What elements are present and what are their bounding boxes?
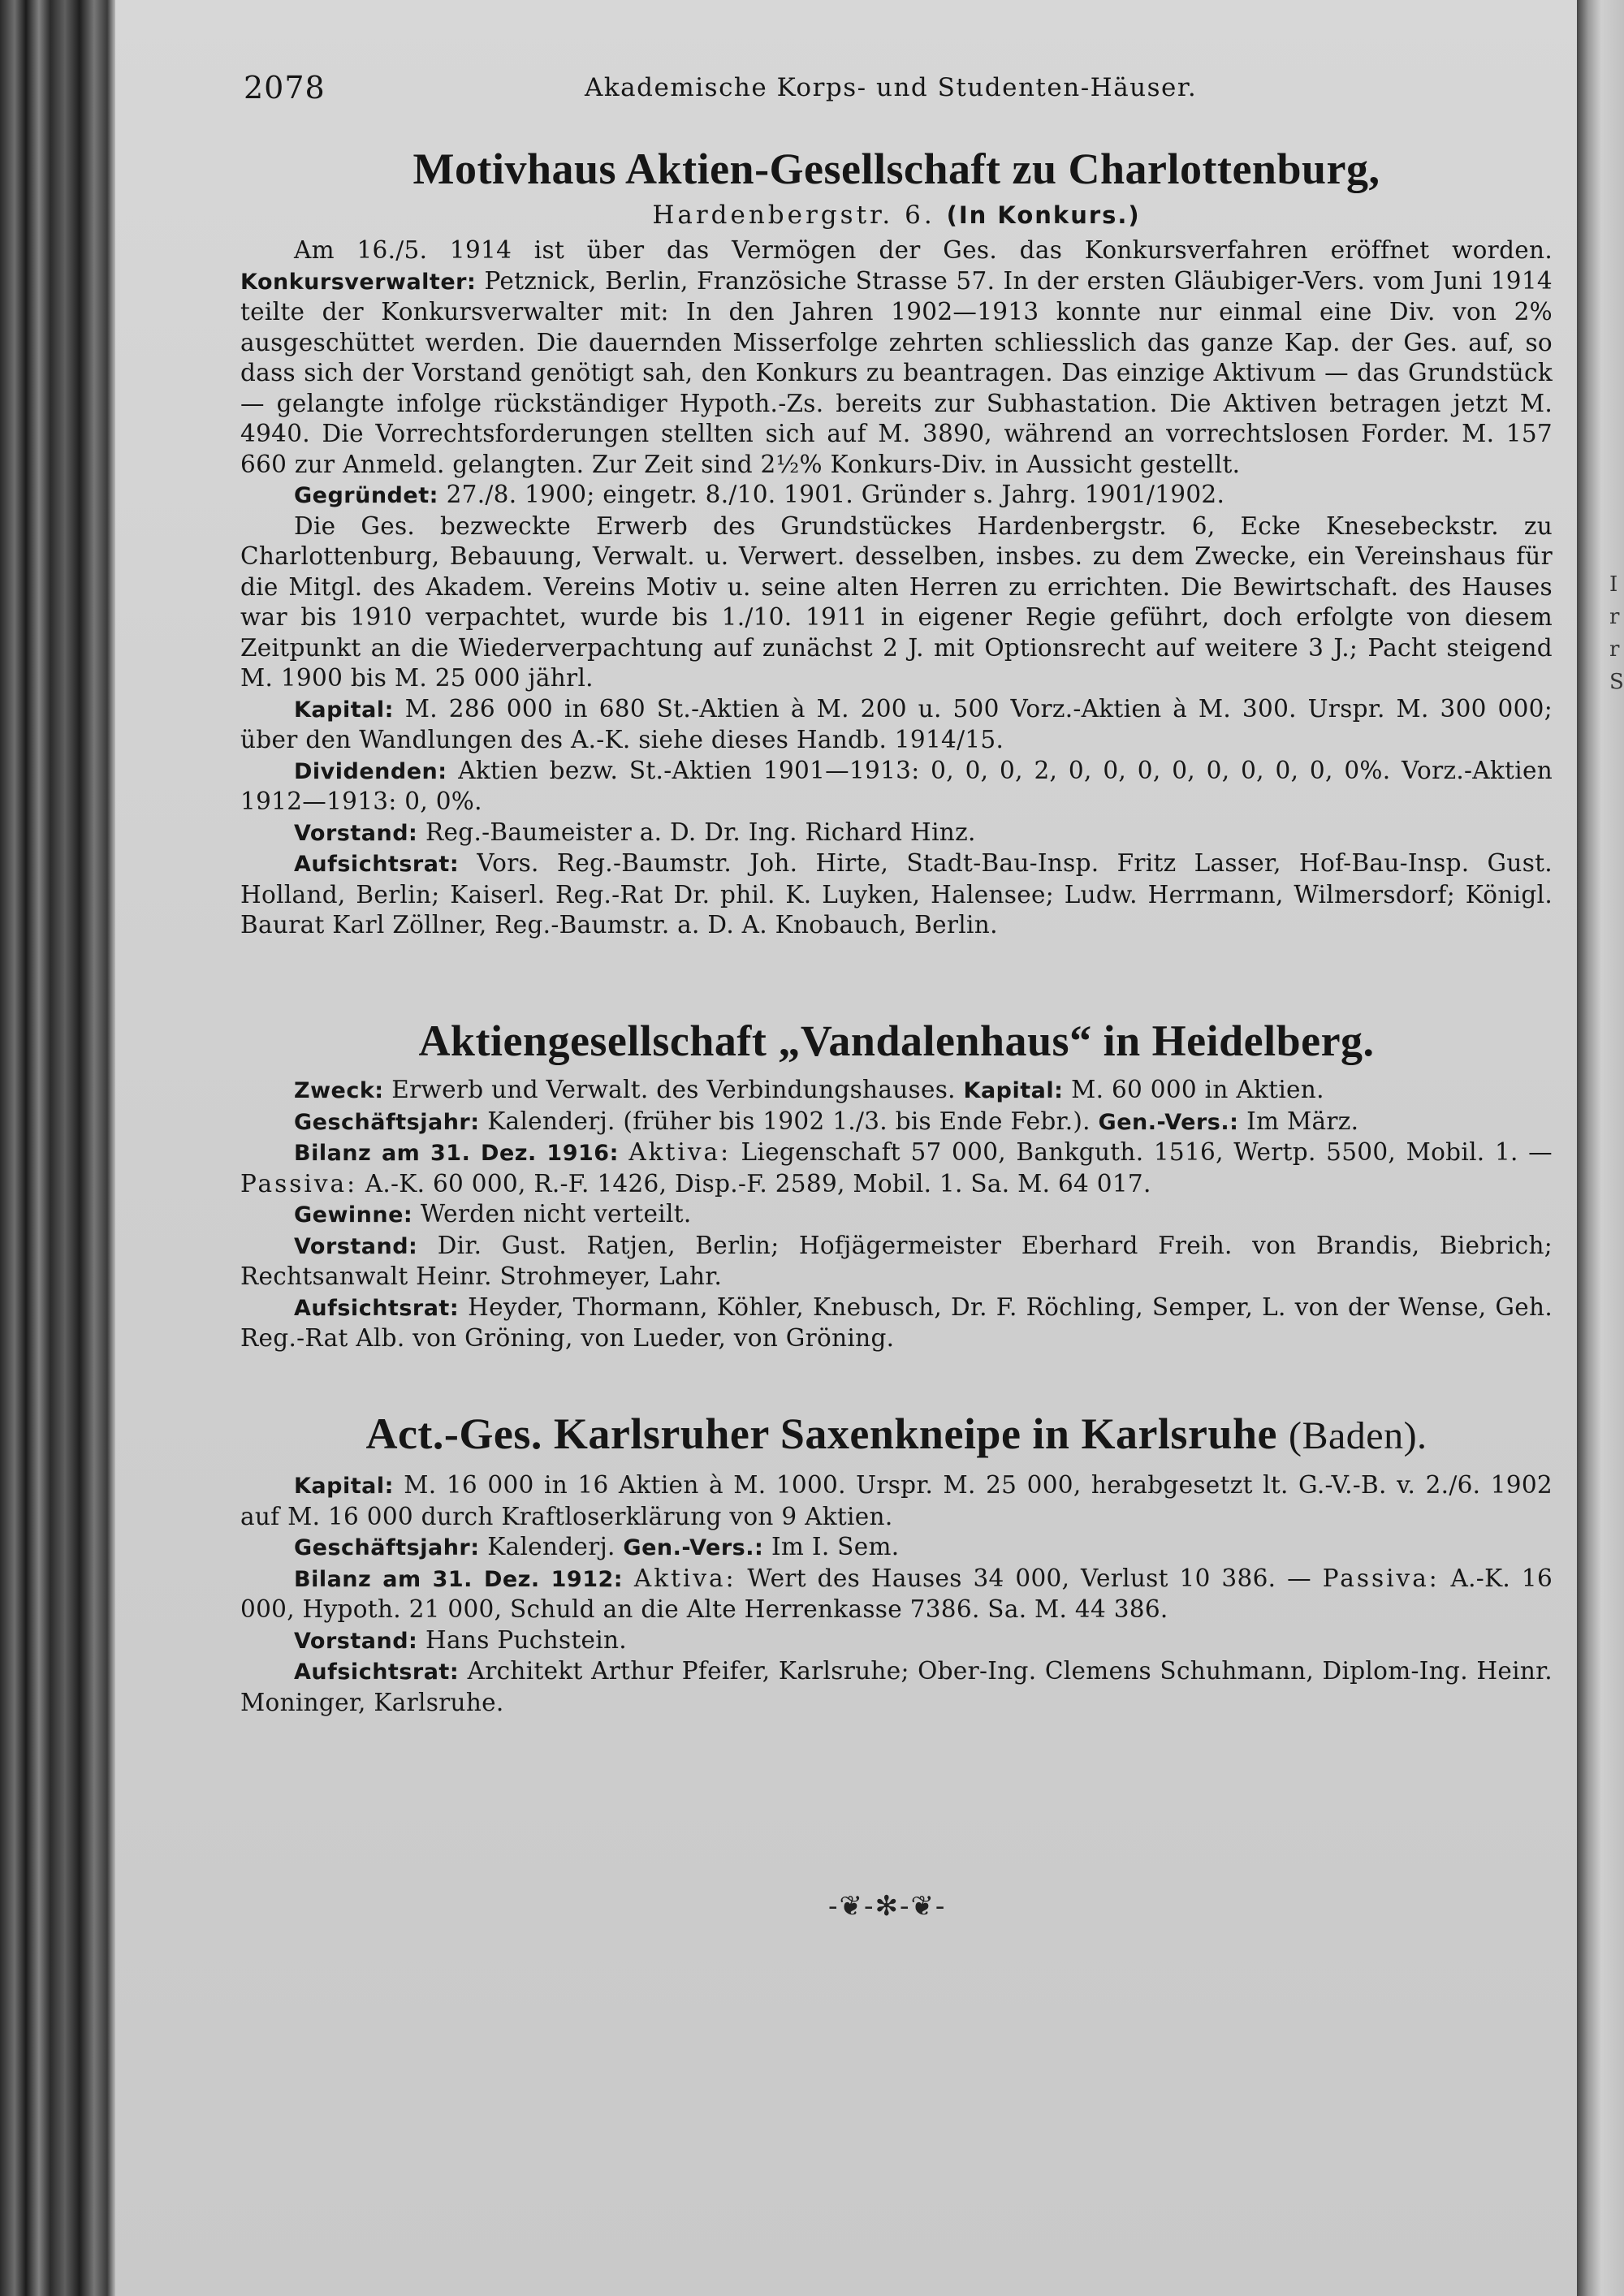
field-label: Bilanz am 31. Dez. 1912: — [294, 1566, 624, 1592]
field-label: Geschäftsjahr: — [294, 1535, 480, 1560]
entry-saxenkneipe — [240, 1405, 1553, 1718]
field-value: M. 60 000 in Aktien. — [1071, 1076, 1324, 1103]
vorstand-paragraph — [240, 1625, 1553, 1657]
field-value: Im I. Sem. — [771, 1533, 900, 1560]
field-value: M. 286 000 in 680 St.-Aktien à M. 200 u. 500 Vorz.-Aktien à M. 300. Urspr. M. 300 000; über den Wandlungen des A.-K. siehe dieses Handb. 1914/15. — [240, 694, 1553, 753]
zweck-paragraph: Die Ges. bezweckte Erwerb des Grundstückes Hardenbergstr. 6, Ecke Knesebeckstr. zu Charlottenburg, Bebauung, Verwalt. u. Verwert. desselben, insbes. zu dem Zwecke, ein Vereinshaus für die Mitgl. des Akadem. Vereins Motiv u. seine alten Herren zu errichten. Die Bewirtschaft. des Hauses war bis 1910 verpachtet, wurde bis 1./10. 1911 in eigener Regie geführt, doch erfolgte von diesem Zeitpunkt an die Wiederverpachtung auf zunächst 2 J. mit Optionsrecht auf weitere 3 J.; Pacht steigend M. 1900 bis M. 25 000 jährl. — [240, 511, 1553, 692]
field-label: Geschäftsjahr: — [294, 1109, 480, 1135]
field-value: A.-K. 16 000, Hypoth. 21 000, Schuld an die Alte Herrenkasse 7386. Sa. M. 44 386. — [240, 1564, 1553, 1623]
vorstand-paragraph — [240, 818, 1553, 849]
kapital-paragraph — [240, 1470, 1553, 1532]
field-label: Kapital: — [963, 1078, 1064, 1103]
dividenden-paragraph — [240, 756, 1553, 818]
field-value: A.-K. 60 000, R.-F. 1426, Disp.-F. 2589, Mobil. 1. Sa. M. 64 017. — [365, 1169, 1151, 1198]
gewinne-paragraph — [240, 1199, 1553, 1231]
field-label: Vorstand: — [294, 1628, 418, 1654]
bilanz-paragraph — [240, 1564, 1553, 1625]
field-label: Gen.-Vers.: — [623, 1535, 764, 1560]
company-title-main: Act.-Ges. Karlsruher Saxenkneipe in Karlsruhe — [365, 1409, 1277, 1458]
company-title: Motivhaus Aktien-Gesellschaft zu Charlottenburg, — [412, 145, 1380, 193]
field-label: Vorstand: — [294, 1233, 418, 1259]
field-label: Zweck: — [294, 1078, 384, 1103]
adjacent-page-fragment: I r r S — [1609, 572, 1624, 694]
field-label: Aufsichtsrat: — [294, 1659, 460, 1685]
company-title-suffix: (Baden). — [1288, 1414, 1427, 1457]
company-title — [240, 1405, 1553, 1465]
geschaeftsjahr-paragraph — [240, 1107, 1553, 1138]
gegruendet-paragraph — [240, 480, 1553, 511]
aufsichtsrat-paragraph — [240, 1656, 1553, 1718]
intro-text: Am 16./5. 1914 ist über das Vermögen der Ges. das Konkursverfahren eröffnet worden. — [294, 236, 1553, 264]
company-address — [240, 198, 1553, 232]
field-label: Aufsichtsrat: — [294, 1295, 460, 1321]
end-ornament: -❦-✻-❦- — [828, 1890, 947, 1923]
entry-vandalenhaus — [240, 1012, 1553, 1354]
entry-motivhaus — [240, 140, 1553, 941]
vorstand-paragraph — [240, 1231, 1553, 1293]
field-label: Gen.-Vers.: — [1098, 1109, 1239, 1135]
field-value: Wert des Hauses 34 000, Verlust 10 386. — — [747, 1564, 1311, 1592]
field-value: Hans Puchstein. — [425, 1625, 627, 1654]
field-value: Kalenderj. — [487, 1533, 615, 1560]
field-label: Gewinne: — [294, 1202, 413, 1228]
field-value: Reg.-Baumeister a. D. Dr. Ing. Richard Hinz. — [425, 818, 976, 846]
field-label: Vorstand: — [294, 820, 418, 846]
geschaeftsjahr-paragraph — [240, 1532, 1553, 1564]
page-number: 2078 — [244, 70, 326, 106]
aufsichtsrat-paragraph — [240, 1293, 1553, 1354]
right-page-edge — [1577, 0, 1624, 2296]
field-value: 27./8. 1900; eingetr. 8./10. 1901. Gründer s. Jahrg. 1901/1902. — [446, 481, 1225, 508]
field-value: Architekt Arthur Pfeifer, Karlsruhe; Ober-Ing. Clemens Schuhmann, Diplom-Ing. Heinr. Moninger, Karlsruhe. — [240, 1657, 1553, 1716]
aufsichtsrat-paragraph — [240, 848, 1553, 941]
address-text: Hardenbergstr. 6. — [652, 201, 935, 230]
running-head — [244, 70, 1551, 110]
company-title: Aktiengesellschaft „Vandalenhaus“ in Heidelberg. — [418, 1016, 1375, 1065]
konkurs-paragraph — [240, 235, 1553, 480]
running-title: Akademische Korps- und Studenten-Häuser. — [585, 73, 1198, 102]
field-value: Erwerb und Verwalt. des Verbindungshauses. — [391, 1076, 956, 1103]
passiva-label: Passiva: — [1322, 1564, 1440, 1592]
status-badge: (In Konkurs.) — [946, 201, 1141, 229]
field-value: M. 16 000 in 16 Aktien à M. 1000. Urspr. M. 25 000, herabgesetzt lt. G.-V.-B. v. 2./6. 1902 auf M. 16 000 durch Kraftloserklärung von 9 Aktien. — [240, 1471, 1553, 1530]
field-label: Konkursverwalter: — [240, 269, 477, 295]
field-label: Dividenden: — [294, 758, 447, 784]
passiva-label: Passiva: — [240, 1169, 358, 1198]
bilanz-paragraph: Bilanz am 31. Dez. 1916: Aktiva: Liegenschaft 57 000, Bankguth. 1516, Wertp. 5500, Mobil. 1. — Passiva: A.-K. 60 000, R.-F. 1426, Disp.-F. 2589, Mobil. 1. Sa. M. 64 017. — [240, 1138, 1553, 1198]
field-label: Bilanz am 31. Dez. 1916: — [294, 1141, 619, 1166]
field-label: Aufsichtsrat: — [294, 852, 460, 877]
aktiva-label: Aktiva: — [628, 1138, 732, 1166]
field-value: Heyder, Thormann, Köhler, Knebusch, Dr. F. Röchling, Semper, L. von der Wense, Geh. Reg.-Rat Alb. von Gröning, von Lueder, von Gröning. — [240, 1293, 1553, 1352]
zweck-paragraph — [240, 1075, 1553, 1107]
aktiva-label: Aktiva: — [633, 1564, 736, 1592]
field-label: Kapital: — [294, 697, 394, 723]
field-value: Aktien bezw. St.-Aktien 1901—1913: 0, 0, 0, 2, 0, 0, 0, 0, 0, 0, 0, 0, 0%. Vorz.-Aktien 1912—1913: 0, 0%. — [240, 756, 1553, 815]
field-value: Petznick, Berlin, Französiche Strasse 57. In der ersten Gläubiger-Vers. vom Juni 1914 teilte der Konkursverwalter mit: In den Jahren 1902—1913 konnte nur einmal eine Div. von 2% ausgeschüttet werden. Die dauernden Misserfolge zehrten schliesslich das ganze Kap. der Ges. auf, so dass sich der Vorstand genötigt sah, den Konkurs zu beantragen. Das einzige Aktivum — das Grundstück — gelangte infolge rückständiger Hypoth.-Zs. bereits zur Subhastation. Die Aktiven betragen jetzt M. 4940. Die Vorrechtsforderungen stellten sich auf M. 3890, während an vorrechtslosen Forder. M. 157 660 zur Anmeld. gelangten. Zur Zeit sind 2½% Konkurs-Div. in Aussicht gestellt. — [240, 266, 1553, 478]
field-value: Dir. Gust. Ratjen, Berlin; Hofjägermeister Eberhard Freih. von Brandis, Biebrich; Rechtsanwalt Heinr. Strohmeyer, Lahr. — [240, 1231, 1553, 1290]
kapital-paragraph — [240, 694, 1553, 756]
field-value: Liegenschaft 57 000, Bankguth. 1516, Wertp. 5500, Mobil. 1. — [741, 1138, 1518, 1166]
field-value: Werden nicht verteilt. — [420, 1200, 692, 1228]
book-binding-edge — [0, 0, 115, 2296]
field-value: Kalenderj. (früher bis 1902 1./3. bis Ende Febr.). — [487, 1107, 1091, 1135]
field-value: Vors. Reg.-Baumstr. Joh. Hirte, Stadt-Bau-Insp. Fritz Lasser, Hof-Bau-Insp. Gust. Holland, Berlin; Kaiserl. Reg.-Rat Dr. phil. K. Luyken, Halensee; Ludw. Herrmann, Wilmersdorf; Königl. Baurat Karl Zöllner, Reg.-Baumstr. a. D. A. Knobauch, Berlin. — [240, 849, 1553, 939]
field-label: Kapital: — [294, 1474, 394, 1499]
field-label: Gegründet: — [294, 483, 438, 508]
field-value: Im März. — [1246, 1107, 1359, 1135]
